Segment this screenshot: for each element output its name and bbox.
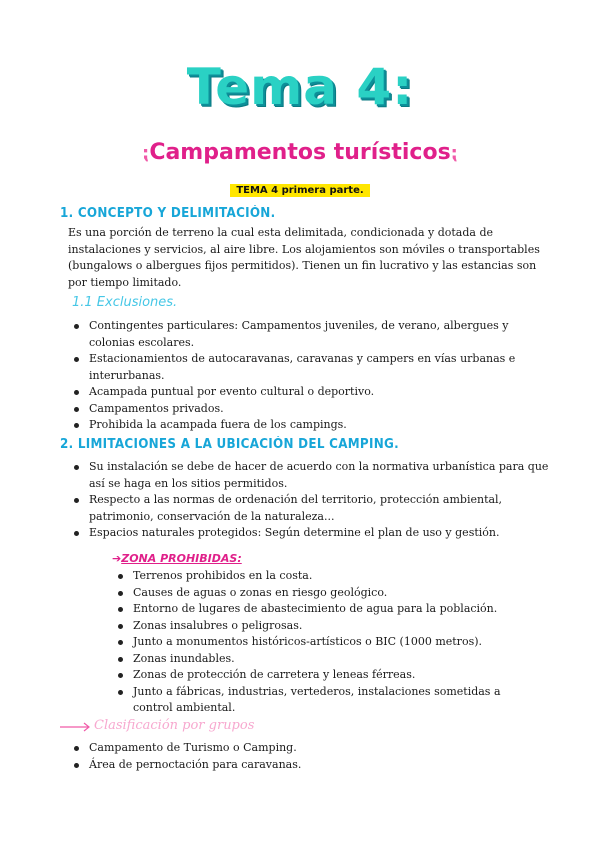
list-item: Zonas inundables. xyxy=(116,651,516,668)
document-title: Tema 4: xyxy=(186,58,414,116)
arrow-right-icon: ➔ xyxy=(112,552,122,565)
list-item: Respecto a las normas de ordenación del territorio, protección ambiental, patrimonio, conservación de la naturaleza... xyxy=(72,492,550,525)
section1-paragraph: Es una porción de terreno la cual esta delimitada, condicionada y dotada de instalaciones y servicios, al aire libre. Los alojamientos son móviles o transportables (bungalows o albergues fijos permitidos). Tienen un fin lucrativo y las estancias son por tiempo limitado. xyxy=(68,226,540,289)
prohibited-zones-label xyxy=(112,552,242,565)
list-item: Zonas de protección de carretera y leneas férreas. xyxy=(116,667,516,684)
section1-heading: 1. CONCEPTO Y DELIMITACIÓN. xyxy=(60,206,276,221)
list-item: Junto a monumentos históricos-artísticos o BIC (1000 metros). xyxy=(116,634,516,651)
list-item: Estacionamientos de autocaravanas, caravanas y campers en vías urbanas e interurbanas. xyxy=(72,351,550,384)
highlight-badge: TEMA 4 primera parte. xyxy=(230,184,369,197)
list-item: Área de pernoctación para caravanas. xyxy=(72,757,550,774)
badge-wrapper xyxy=(0,178,600,197)
list-item: Su instalación se debe de hacer de acuerdo con la normativa urbanística para que así se haga en los sitios permitidos. xyxy=(72,459,550,492)
list-item: Campamentos privados. xyxy=(72,401,550,418)
list-item: Junto a fábricas, industrias, vertederos, instalaciones sometidas a control ambiental. xyxy=(116,684,516,717)
list-item: Campamento de Turismo o Camping. xyxy=(72,740,550,757)
list-item: Prohibida la acampada fuera de los campings. xyxy=(72,417,550,434)
document-subtitle xyxy=(0,140,600,165)
long-arrow-icon xyxy=(60,722,92,732)
exclusions-list xyxy=(72,318,550,434)
groups-label: Clasificación por grupos xyxy=(94,718,255,733)
subtitle-deco-left: ⁏ xyxy=(142,143,150,164)
section1-subheading: 1.1 Exclusiones. xyxy=(72,295,178,310)
list-item: Contingentes particulares: Campamentos juveniles, de verano, albergues y colonias escolares. xyxy=(72,318,550,351)
groups-list xyxy=(72,740,550,773)
list-item: Entorno de lugares de abastecimiento de agua para la población. xyxy=(116,601,516,618)
prohibited-zones-text: ZONA PROHIBIDAS: xyxy=(121,552,242,565)
section2-heading: 2. LIMITACIONES A LA UBICACIÓN DEL CAMPING. xyxy=(60,437,399,452)
list-item: Espacios naturales protegidos: Según determine el plan de uso y gestión. xyxy=(72,525,550,542)
list-item: Zonas insalubres o peligrosas. xyxy=(116,618,516,635)
subtitle-deco-right: ⁏ xyxy=(450,143,458,164)
limitations-list xyxy=(72,459,550,542)
list-item: Acampada puntual por evento cultural o deportivo. xyxy=(72,384,550,401)
list-item: Terrenos prohibidos en la costa. xyxy=(116,568,516,585)
subtitle-text: Campamentos turísticos xyxy=(149,140,451,165)
prohibited-zones-list xyxy=(116,568,516,717)
list-item: Causes de aguas o zonas en riesgo geológico. xyxy=(116,585,516,602)
